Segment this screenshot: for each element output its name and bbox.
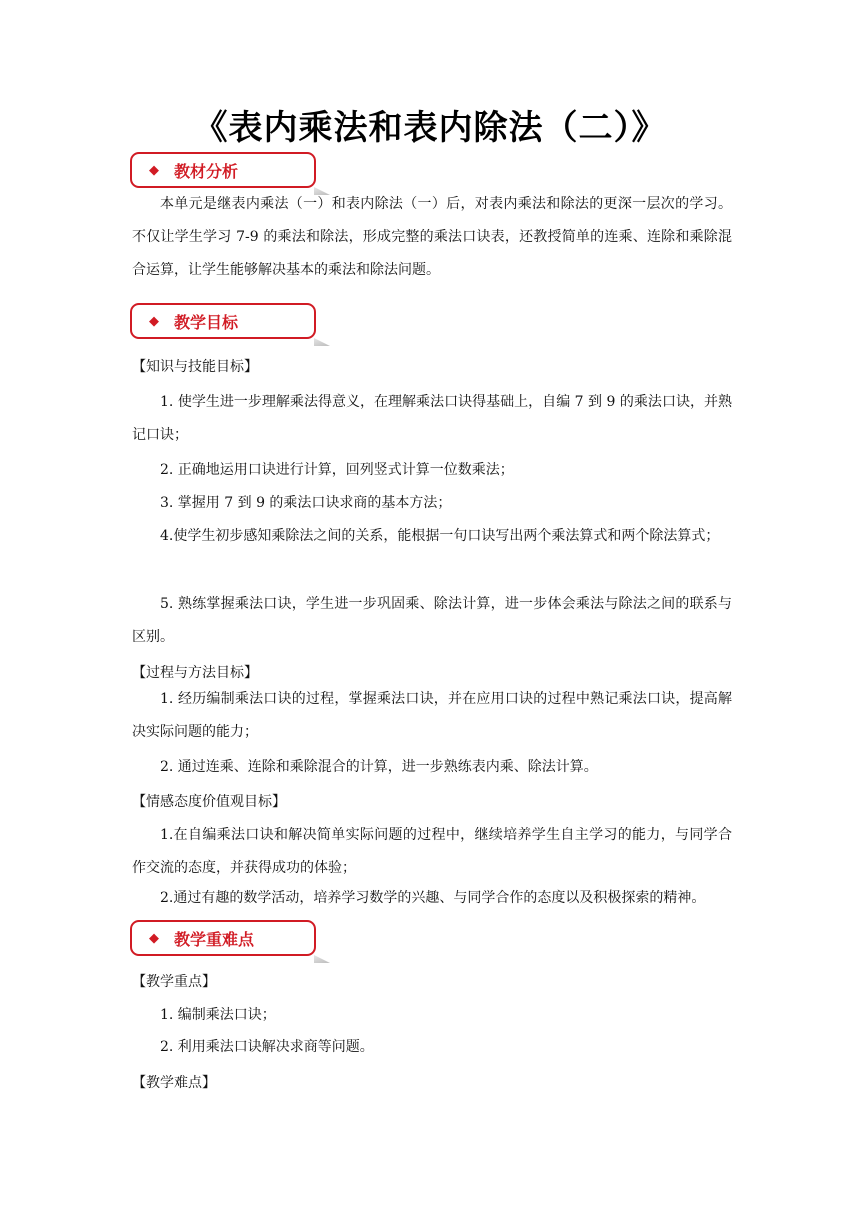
knowledge-item: 4.使学生初步感知乘除法之间的关系，能根据一句口诀写出两个乘法算式和两个除法算式； [160,528,720,544]
section-label: 教学目标 [174,313,239,332]
key-point-item: 2. 利用乘法口诀解决求商等问题。 [160,1039,374,1055]
section-header-focus [130,920,316,956]
section-label: 教材分析 [174,162,239,181]
difficulties-heading: 【教学难点】 [132,1075,216,1091]
section-header-analysis [130,152,316,188]
emotion-heading: 【情感态度价值观目标】 [132,794,286,810]
process-item: 1. 经历编制乘法口诀的过程，掌握乘法口诀，并在应用口诀的过程中熟记乘法口诀，提高解决实际问题的能力； [132,691,732,740]
emotion-item: 2.通过有趣的数学活动，培养学习数学的兴趣、与同学合作的态度以及积极探索的精神。 [160,890,706,906]
knowledge-item: 2. 正确地运用口诀进行计算，回列竖式计算一位数乘法； [160,462,514,478]
page-title: 《表内乘法和表内除法（二）》 [193,108,667,148]
emotion-item: 1.在自编乘法口诀和解决简单实际问题的过程中，继续培养学生自主学习的能力，与同学合作交流的态度，并获得成功的体验； [132,827,732,876]
diamond-icon: ◆ [149,931,159,946]
knowledge-heading: 【知识与技能目标】 [132,359,258,375]
section-label: 教学重难点 [174,930,255,949]
knowledge-item: 1. 使学生进一步理解乘法得意义，在理解乘法口诀得基础上，自编 7 到 9 的乘法口诀，并熟记口诀； [132,394,732,443]
diamond-icon: ◆ [149,314,159,329]
section-header-goals [130,303,316,339]
key-points-heading: 【教学重点】 [132,974,216,990]
process-heading: 【过程与方法目标】 [132,665,258,681]
process-item: 2. 通过连乘、连除和乘除混合的计算，进一步熟练表内乘、除法计算。 [160,759,598,775]
analysis-paragraph: 本单元是继表内乘法（一）和表内除法（一）后，对表内乘法和除法的更深一层次的学习。不仅让学生学习 7-9 的乘法和除法，形成完整的乘法口诀表，还教授简单的连乘、连除和乘除混合运算，让学生能够解决基本的乘法和除法问题。 [132,196,732,278]
knowledge-item: 3. 掌握用 7 到 9 的乘法口诀求商的基本方法； [160,495,452,511]
knowledge-item: 5. 熟练掌握乘法口诀，学生进一步巩固乘、除法计算，进一步体会乘法与除法之间的联系与区别。 [132,596,732,645]
diamond-icon: ◆ [149,163,159,178]
key-point-item: 1. 编制乘法口诀； [160,1007,276,1023]
